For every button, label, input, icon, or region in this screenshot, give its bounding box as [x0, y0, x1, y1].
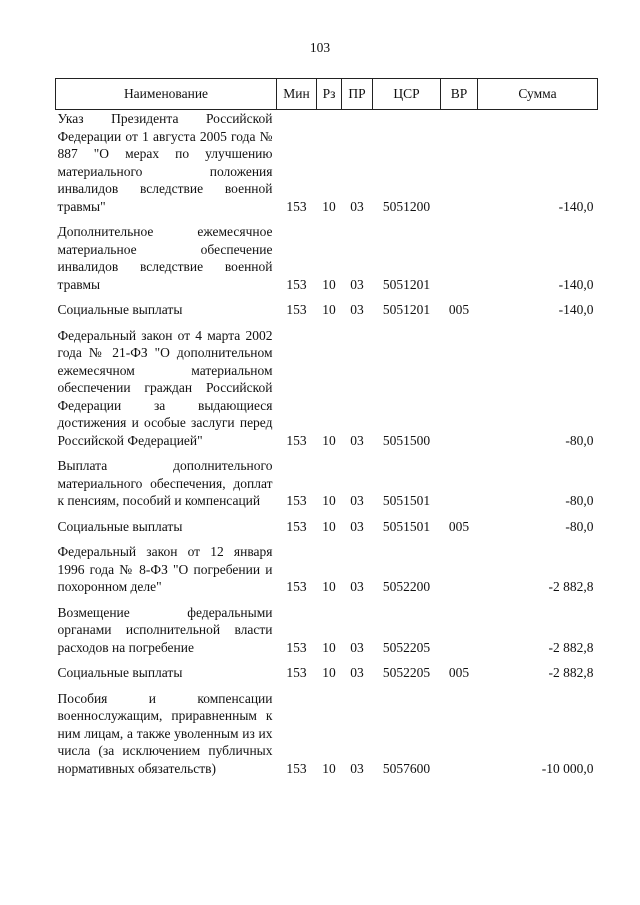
- row-sum: -140,0: [558, 302, 594, 317]
- row-vr: [441, 223, 478, 293]
- row-name: Возмещение федеральными органами исполнительной власти расходов на погребение: [57, 604, 273, 655]
- table-row: [56, 518, 598, 536]
- row-min: 153: [286, 198, 307, 214]
- row-min: 153: [286, 760, 307, 776]
- row-spacer: [56, 449, 598, 457]
- row-min: 153: [286, 432, 307, 448]
- row-csr: 5051200: [382, 198, 431, 214]
- row-rz: 10: [322, 579, 336, 594]
- row-csr: 5051501: [382, 493, 431, 508]
- row-csr: 5051500: [382, 432, 431, 448]
- row-sum: -80,0: [565, 493, 594, 508]
- row-vr: [441, 110, 478, 216]
- row-min: 153: [286, 518, 307, 534]
- row-csr: 5052205: [382, 639, 431, 655]
- row-rz: 10: [322, 639, 336, 655]
- row-spacer: [56, 535, 598, 543]
- row-rz: 10: [322, 493, 336, 508]
- row-sum: -140,0: [558, 198, 594, 214]
- row-spacer: [56, 293, 598, 301]
- row-pr: 03: [350, 276, 364, 292]
- row-pr: 03: [350, 639, 364, 655]
- row-pr: 03: [350, 493, 364, 508]
- row-name: Социальные выплаты: [57, 302, 183, 317]
- header-name: Наименование: [56, 79, 277, 110]
- row-pr: 03: [350, 665, 364, 680]
- row-rz: 10: [322, 302, 336, 317]
- row-spacer: [56, 319, 598, 327]
- row-vr: [441, 327, 478, 450]
- row-name: Федеральный закон от 4 марта 2002 года № 21-ФЗ "О дополнительном ежемесячном материальном обеспечении граждан Российской Федерации за выдающиеся достижения и особые заслуги перед Российской Федерацией": [57, 327, 273, 448]
- row-sum: -140,0: [558, 276, 594, 292]
- page-number: 103: [309, 40, 331, 55]
- row-min: 153: [286, 639, 307, 655]
- row-spacer: [56, 682, 598, 690]
- row-min: 153: [286, 493, 307, 508]
- row-name: Социальные выплаты: [57, 518, 183, 534]
- row-name: Федеральный закон от 12 января 1996 года № 8-ФЗ "О погребении и похоронном деле": [57, 544, 273, 594]
- row-sum: -80,0: [565, 432, 594, 448]
- row-name: Выплата дополнительного материального обеспечения, доплат к пенсиям, пособий и компенсаций: [57, 458, 273, 508]
- row-name: Социальные выплаты: [57, 665, 183, 680]
- row-vr: 005: [448, 302, 470, 317]
- row-pr: 03: [350, 760, 364, 776]
- table-row: [56, 604, 598, 657]
- row-vr: 005: [448, 518, 470, 534]
- header-rz: Рз: [317, 79, 342, 110]
- table-row: [56, 327, 598, 450]
- row-sum: -10 000,0: [541, 760, 594, 776]
- row-rz: 10: [322, 198, 336, 214]
- row-name: Пособия и компенсации военнослужащим, приравненным к ним лицам, а также уволенным из их числа (за исключением публичных нормативных обязательств): [57, 690, 273, 776]
- row-min: 153: [286, 579, 307, 594]
- row-spacer: [56, 596, 598, 604]
- row-pr: 03: [350, 579, 364, 594]
- row-name: Указ Президента Российской Федерации от 1 августа 2005 года № 887 "О мерах по улучшению материального положения инвалидов вследствие военной травмы": [57, 111, 273, 214]
- row-vr: 005: [448, 665, 470, 680]
- budget-table: [55, 78, 598, 777]
- table-row: [56, 543, 598, 596]
- row-csr: 5052200: [382, 579, 431, 594]
- row-vr: [441, 457, 478, 510]
- row-pr: 03: [350, 432, 364, 448]
- row-csr: 5051201: [382, 302, 431, 317]
- row-pr: 03: [350, 302, 364, 317]
- row-rz: 10: [322, 518, 336, 534]
- header-pr: ПР: [342, 79, 373, 110]
- row-spacer: [56, 510, 598, 518]
- table-row: [56, 223, 598, 293]
- row-vr: [441, 604, 478, 657]
- row-csr: 5057600: [382, 760, 431, 776]
- header-vr: ВР: [441, 79, 478, 110]
- table-row: [56, 690, 598, 778]
- row-spacer: [56, 215, 598, 223]
- row-sum: -80,0: [565, 518, 594, 534]
- table-row: [56, 301, 598, 319]
- row-rz: 10: [322, 276, 336, 292]
- row-spacer: [56, 656, 598, 664]
- row-min: 153: [286, 302, 307, 317]
- row-min: 153: [286, 665, 307, 680]
- row-min: 153: [286, 276, 307, 292]
- row-csr: 5051201: [382, 276, 431, 292]
- header-min: Мин: [277, 79, 317, 110]
- row-pr: 03: [350, 518, 364, 534]
- row-pr: 03: [350, 198, 364, 214]
- row-vr: [441, 543, 478, 596]
- row-csr: 5051501: [382, 518, 431, 534]
- table-row: [56, 110, 598, 216]
- row-sum: -2 882,8: [548, 579, 594, 594]
- table-row: [56, 664, 598, 682]
- row-rz: 10: [322, 665, 336, 680]
- row-name: Дополнительное ежемесячное материальное обеспечение инвалидов вследствие военной травмы: [57, 224, 273, 292]
- row-sum: -2 882,8: [548, 639, 594, 655]
- row-vr: [441, 690, 478, 778]
- table-header-row: [56, 79, 598, 110]
- table-row: [56, 457, 598, 510]
- row-rz: 10: [322, 432, 336, 448]
- header-csr: ЦСР: [373, 79, 441, 110]
- row-sum: -2 882,8: [548, 665, 594, 680]
- header-sum: Сумма: [478, 79, 598, 110]
- row-rz: 10: [322, 760, 336, 776]
- row-csr: 5052205: [382, 665, 431, 680]
